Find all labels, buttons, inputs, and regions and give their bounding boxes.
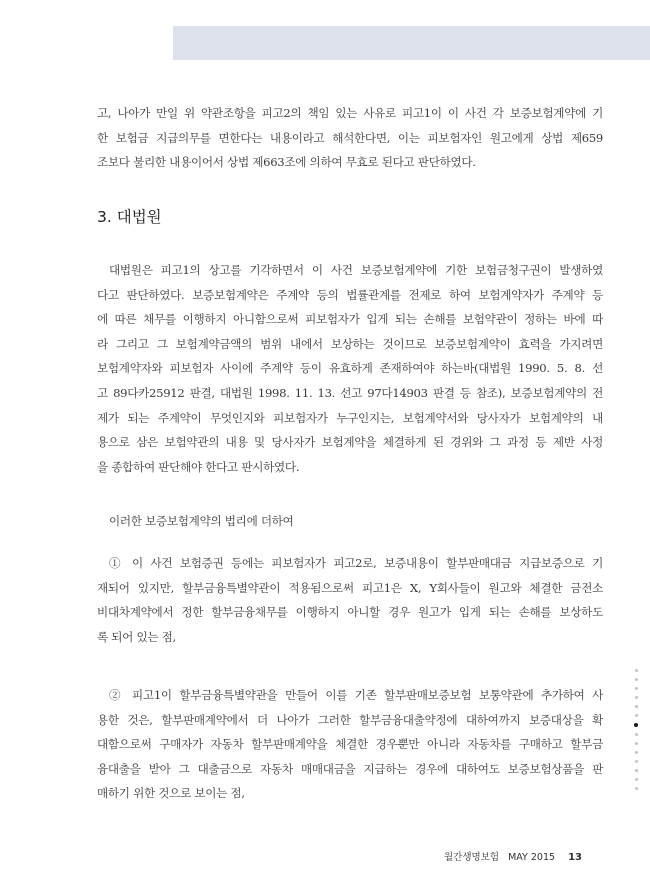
page-dot: [635, 714, 638, 717]
text-line: 용으로 삼은 보험약관의 내용 및 당사자가 보험계약을 체결하게 된 경위와 그 과정 등 제반 사정: [97, 435, 603, 450]
page-dot: [635, 778, 638, 781]
text-line: 비대차계약에서 정한 할부금융채무를 이행하지 아니할 경우 원고가 입게 되는 손해를 보상하도: [97, 605, 603, 620]
text-line: 대함으로써 구매자가 자동차 할부판매계약을 체결한 경우뿐만 아니라 자동차를 구매하고 할부금: [97, 737, 603, 752]
text-line: 매하기 위한 것으로 보이는 점,: [97, 786, 245, 801]
page-dot: [635, 751, 638, 754]
text-line: ② 피고1이 할부금융특별약관을 만들어 이를 기존 할부판매보증보험 보통약관에 추가하여 사: [109, 688, 603, 702]
text-line: 에 따른 채무를 이행하지 아니함으로써 피보험자가 입게 되는 손해를 보험약관이 정하는 바에 따: [97, 312, 603, 327]
text-line: 라 그리고 그 보험계약금액의 범위 내에서 보상하는 것이므로 보증보험계약이 효력을 가지려면: [97, 336, 603, 351]
text-line: 재되어 있지만, 할부금융특별약관이 적용됨으로써 피고1은 X, Y회사들이 원고와 체결한 금전소: [97, 580, 603, 595]
page-dot: [635, 787, 638, 790]
text-line: 대법원은 피고1의 상고를 기각하면서 이 사건 보증보험계약에 기한 보험금청구권이 발생하였: [109, 263, 603, 277]
text-line: 다고 판단하였다. 보증보험계약은 주계약 등의 법률관계를 전제로 하여 보험계약자가 주계약 등: [97, 287, 603, 302]
paragraph-point-1: [97, 551, 603, 649]
text-line: 제가 되는 주계약이 무엇인지와 피보험자가 누구인지는, 보험계약서와 당사자가 보험계약의 내: [97, 410, 603, 425]
page-dot: [635, 769, 638, 772]
paragraph-lower-court-conclusion: [97, 101, 603, 175]
page-dot: [635, 669, 638, 672]
text-line: 조보다 불리한 내용이어서 상법 제663조에 의하여 무효로 된다고 판단하였다.: [97, 155, 476, 170]
page-dot: [635, 678, 638, 681]
paragraph-intro: [97, 509, 603, 534]
text-line: 용한 것은, 할부판매계약에서 더 나아가 그러한 할부금융대출약정에 대하여까지 보증대상을 확: [97, 712, 603, 727]
page-dot: [635, 696, 638, 699]
page-number: 13: [568, 852, 582, 863]
text-line: 보험계약자와 피보험자 사이에 주계약 등이 유효하게 존재하여야 하는바(대법원 1990. 5. 8. 선: [97, 361, 603, 376]
issue-date: MAY 2015: [508, 852, 556, 863]
text-line: 록 되어 있는 점,: [97, 629, 176, 644]
section-heading: 3. 대법원: [97, 208, 162, 226]
page-dot: [635, 733, 638, 736]
footer: [0, 849, 582, 863]
page-dot: [635, 687, 638, 690]
text-line: 고, 나아가 만일 위 약관조항을 피고2의 책임 있는 사유로 피고1이 이 사건 각 보증보험계약에 기: [97, 106, 603, 120]
paragraph-supreme-court: [97, 258, 603, 479]
page-dot: [635, 742, 638, 745]
paragraph-point-2: [97, 683, 603, 806]
text-line: 융대출을 받아 그 대출금으로 자동차 매매대금을 지급하는 경우에 대하여도 보증보험상품을 판: [97, 761, 603, 776]
page-dot-active: [634, 723, 638, 727]
header-band: [173, 26, 650, 60]
text-line: ① 이 사건 보험증권 등에는 피보험자가 피고2로, 보증내용이 할부판매대금 지급보증으로 기: [109, 556, 603, 570]
text-line: 한 보험금 지급의무를 면한다는 내용이라고 해석한다면, 이는 피보험자인 원고에게 상법 제659: [97, 130, 603, 145]
magazine-name: 월간생명보험: [443, 852, 500, 863]
text-line: 고 89다카25912 판결, 대법원 1998. 11. 13. 선고 97다14903 판결 등 참조), 보증보험계약의 전: [97, 385, 603, 400]
page-dot: [635, 705, 638, 708]
page-indicator: [633, 669, 639, 796]
text-line: 이러한 보증보험계약의 법리에 더하여: [109, 514, 294, 528]
page-dot: [635, 760, 638, 763]
text-line: 을 종합하여 판단해야 한다고 판시하였다.: [97, 459, 300, 474]
